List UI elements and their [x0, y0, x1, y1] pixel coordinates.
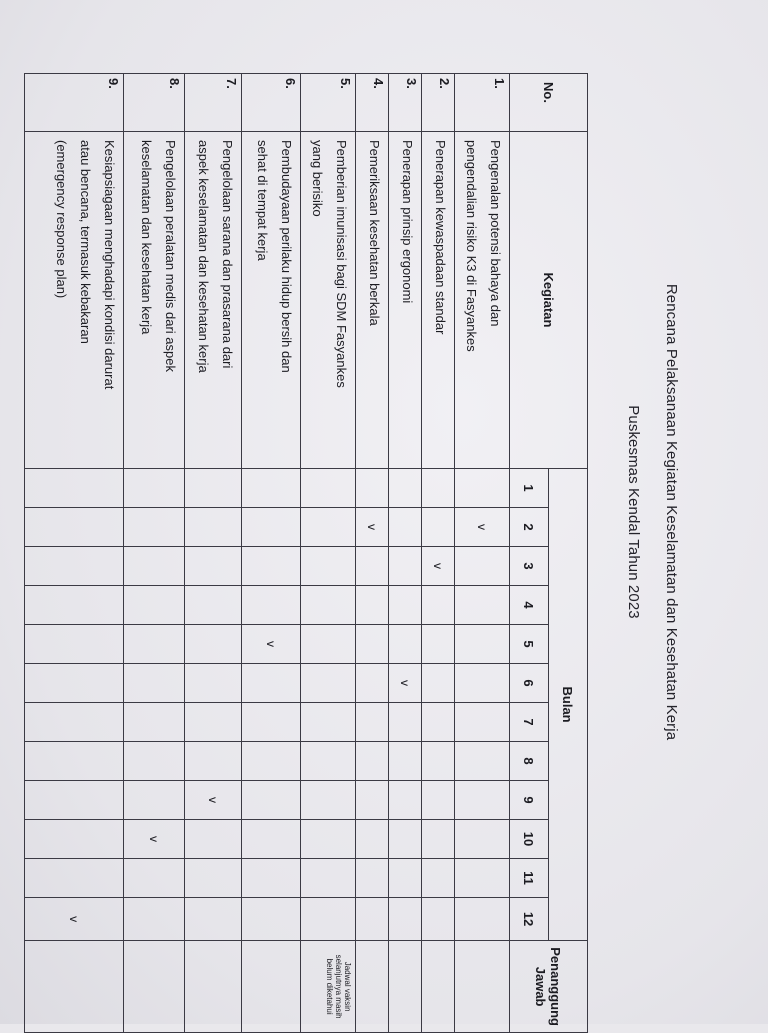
month-cell-11	[242, 859, 301, 898]
month-cell-1	[242, 469, 301, 508]
month-cell-3	[301, 547, 356, 586]
month-cell-7	[185, 703, 242, 742]
month-cell-1	[301, 469, 356, 508]
header-no: No.	[510, 74, 588, 132]
row-number: 3.	[389, 74, 422, 132]
activity-line: (emergency response plan)	[54, 140, 69, 299]
month-cell-5	[389, 625, 422, 664]
month-cell-2	[185, 508, 242, 547]
month-cell-9	[455, 781, 510, 820]
activity-cell	[455, 132, 510, 469]
month-cell-6	[356, 664, 389, 703]
month-cell-8	[185, 742, 242, 781]
month-cell-7	[242, 703, 301, 742]
month-cell-10	[25, 820, 124, 859]
month-cell-8	[422, 742, 455, 781]
check-mark: v	[431, 563, 445, 569]
month-cell-5	[356, 625, 389, 664]
activity-cell	[389, 132, 422, 469]
month-cell-4	[356, 586, 389, 625]
month-cell-6	[422, 664, 455, 703]
month-cell-12	[185, 898, 242, 941]
activity-cell	[422, 132, 455, 469]
month-cell-6	[301, 664, 356, 703]
month-cell-1	[124, 469, 185, 508]
table-row	[301, 74, 356, 1033]
month-cell-1	[422, 469, 455, 508]
month-cell-6	[25, 664, 124, 703]
check-mark: v	[67, 916, 81, 923]
month-cell-7	[422, 703, 455, 742]
month-header-9: 9	[510, 781, 549, 820]
header-pj-line2: Jawab	[533, 966, 549, 1007]
month-cell-11	[422, 859, 455, 898]
check-mark: v	[475, 524, 489, 530]
month-cell-11	[455, 859, 510, 898]
month-header-3: 3	[510, 547, 549, 586]
month-cell-6	[389, 664, 422, 703]
activity-line: Pemeriksaan kesehatan berkala	[367, 140, 382, 326]
month-cell-2	[301, 508, 356, 547]
table-row	[185, 74, 242, 1033]
page-title: Rencana Pelaksanaan Kegiatan Keselamatan dan Kesehatan Kerja	[663, 283, 680, 741]
month-cell-10	[422, 820, 455, 859]
table-row	[242, 74, 301, 1033]
month-cell-3	[242, 547, 301, 586]
month-cell-9	[356, 781, 389, 820]
month-cell-1	[185, 469, 242, 508]
month-header-4: 4	[510, 586, 549, 625]
month-cell-9	[422, 781, 455, 820]
month-cell-4	[455, 586, 510, 625]
month-cell-2	[422, 508, 455, 547]
month-cell-2	[455, 508, 510, 547]
row-number: 7.	[185, 74, 242, 132]
responsible-cell	[185, 941, 242, 1033]
month-cell-3	[422, 547, 455, 586]
month-cell-8	[455, 742, 510, 781]
responsible-cell	[242, 941, 301, 1033]
table-row	[422, 74, 455, 1033]
row-number: 9.	[25, 74, 124, 132]
month-cell-1	[356, 469, 389, 508]
activity-line: atau bencana, termasuk kebakaran	[78, 140, 93, 344]
activity-cell	[356, 132, 389, 469]
month-cell-3	[124, 547, 185, 586]
month-cell-9	[301, 781, 356, 820]
month-cell-5	[185, 625, 242, 664]
month-cell-11	[185, 859, 242, 898]
row-number: 5.	[301, 74, 356, 132]
month-header-11: 11	[510, 859, 549, 898]
month-cell-6	[124, 664, 185, 703]
month-cell-10	[389, 820, 422, 859]
month-cell-3	[455, 547, 510, 586]
month-cell-10	[242, 820, 301, 859]
month-cell-7	[25, 703, 124, 742]
month-cell-4	[124, 586, 185, 625]
month-cell-2	[25, 508, 124, 547]
month-cell-12	[455, 898, 510, 941]
month-cell-12	[25, 898, 124, 941]
month-cell-12	[422, 898, 455, 941]
month-cell-7	[356, 703, 389, 742]
month-cell-2	[124, 508, 185, 547]
month-cell-4	[389, 586, 422, 625]
month-cell-5	[422, 625, 455, 664]
check-mark: v	[206, 797, 220, 803]
month-header-5: 5	[510, 625, 549, 664]
month-cell-7	[301, 703, 356, 742]
table-row	[124, 74, 185, 1033]
activity-cell	[25, 132, 124, 469]
row-number: 8.	[124, 74, 185, 132]
month-cell-12	[124, 898, 185, 941]
responsible-cell	[25, 941, 124, 1033]
activity-line: Penerapan kewaspadaan standar	[433, 140, 448, 335]
month-cell-10	[455, 820, 510, 859]
month-cell-10	[124, 820, 185, 859]
month-cell-4	[242, 586, 301, 625]
month-cell-1	[389, 469, 422, 508]
month-cell-12	[389, 898, 422, 941]
responsible-cell: Jadwal vaksin selanjutnya masih belum diketahui	[301, 941, 356, 1033]
month-cell-5	[124, 625, 185, 664]
month-cell-10	[356, 820, 389, 859]
month-cell-2	[389, 508, 422, 547]
row-number: 6.	[242, 74, 301, 132]
table-row	[389, 74, 422, 1033]
header-bulan: Bulan	[549, 469, 588, 941]
responsible-cell	[389, 941, 422, 1033]
activity-schedule-table	[24, 73, 588, 1033]
activity-line: Penerapan prinsip ergonomi	[400, 140, 415, 304]
month-header-7: 7	[510, 703, 549, 742]
activity-cell	[124, 132, 185, 469]
month-cell-6	[242, 664, 301, 703]
month-cell-11	[301, 859, 356, 898]
month-cell-10	[301, 820, 356, 859]
check-mark: v	[147, 836, 161, 842]
month-cell-8	[242, 742, 301, 781]
month-header-10: 10	[510, 820, 549, 859]
month-cell-10	[185, 820, 242, 859]
header-penanggung-jawab	[510, 941, 588, 1033]
month-cell-2	[242, 508, 301, 547]
month-cell-2	[356, 508, 389, 547]
month-cell-11	[25, 859, 124, 898]
month-cell-9	[185, 781, 242, 820]
activity-cell	[242, 132, 301, 469]
activity-line: Pengelolaan peralatan medis dari aspek	[163, 140, 178, 372]
month-cell-5	[455, 625, 510, 664]
activity-line: Pengenalan potensi bahaya dan	[488, 140, 503, 327]
month-cell-9	[25, 781, 124, 820]
month-cell-5	[25, 625, 124, 664]
row-number: 2.	[422, 74, 455, 132]
month-cell-8	[25, 742, 124, 781]
responsible-cell	[356, 941, 389, 1033]
activity-line: Pengelolaan sarana dan prasarana dari	[220, 140, 235, 369]
month-cell-12	[356, 898, 389, 941]
responsible-cell	[455, 941, 510, 1033]
table-body	[25, 74, 510, 1033]
month-cell-7	[124, 703, 185, 742]
check-mark: v	[365, 524, 379, 530]
month-header-1: 1	[510, 469, 549, 508]
month-cell-9	[124, 781, 185, 820]
check-mark: v	[264, 641, 278, 647]
table-row	[455, 74, 510, 1033]
month-header-2: 2	[510, 508, 549, 547]
month-cell-8	[389, 742, 422, 781]
activity-line: yang berisiko	[310, 140, 325, 217]
month-cell-7	[455, 703, 510, 742]
month-cell-11	[124, 859, 185, 898]
activity-line: pengendalian risiko K3 di Fasyankes	[464, 140, 479, 352]
row-number: 4.	[356, 74, 389, 132]
table-row	[356, 74, 389, 1033]
month-cell-4	[301, 586, 356, 625]
month-cell-11	[389, 859, 422, 898]
month-cell-7	[389, 703, 422, 742]
header-kegiatan: Kegiatan	[510, 132, 588, 469]
month-header-12: 12	[510, 898, 549, 941]
month-cell-12	[301, 898, 356, 941]
activity-line: Pemberian imunisasi bagi SDM Fasyankes	[334, 140, 349, 388]
month-cell-4	[185, 586, 242, 625]
month-cell-11	[356, 859, 389, 898]
month-cell-3	[356, 547, 389, 586]
month-cell-3	[25, 547, 124, 586]
month-cell-1	[455, 469, 510, 508]
page-subtitle: Puskesmas Kendal Tahun 2023	[625, 405, 642, 619]
month-header-6: 6	[510, 664, 549, 703]
activity-line: Pembudayaan perilaku hidup bersih dan	[279, 140, 294, 373]
month-cell-12	[242, 898, 301, 941]
responsible-cell	[422, 941, 455, 1033]
header-pj-line1: Penanggung	[548, 947, 564, 1026]
row-number: 1.	[455, 74, 510, 132]
month-cell-5	[301, 625, 356, 664]
month-cell-9	[389, 781, 422, 820]
check-mark: v	[398, 680, 412, 686]
activity-line: aspek keselamatan dan kesehatan kerja	[196, 140, 211, 373]
responsible-cell	[124, 941, 185, 1033]
activity-line: Kesiapsiagaan menghadapi kondisi darurat	[102, 140, 117, 390]
header-row	[549, 74, 588, 1033]
month-cell-6	[185, 664, 242, 703]
month-cell-4	[422, 586, 455, 625]
activity-cell	[185, 132, 242, 469]
month-cell-8	[124, 742, 185, 781]
table-row	[25, 74, 124, 1033]
activity-cell	[301, 132, 356, 469]
month-cell-4	[25, 586, 124, 625]
month-header-8: 8	[510, 742, 549, 781]
month-cell-5	[242, 625, 301, 664]
activity-line: sehat di tempat kerja	[255, 140, 270, 261]
month-cell-1	[25, 469, 124, 508]
month-cell-9	[242, 781, 301, 820]
month-cell-3	[389, 547, 422, 586]
month-cell-6	[455, 664, 510, 703]
month-cell-3	[185, 547, 242, 586]
month-cell-8	[356, 742, 389, 781]
month-cell-8	[301, 742, 356, 781]
activity-line: keselamatan dan kesehatan kerja	[139, 140, 154, 335]
